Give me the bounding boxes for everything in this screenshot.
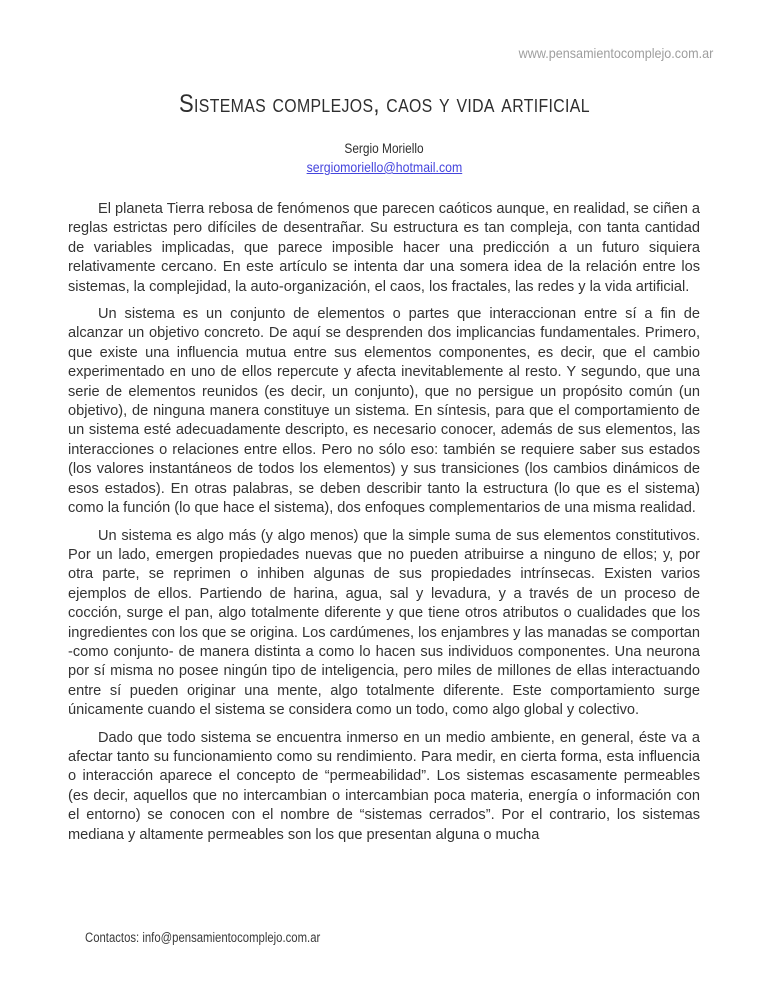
- paragraph-1: El planeta Tierra rebosa de fenómenos que parecen caóticos aunque, en realidad, se ciñen a reglas estrictas pero difíciles de desentrañar. Su estructura es tan compleja, con tanta cantidad de variables implicadas, que parece imposible hacer una predicción a un futuro siquiera relativamente cercano. En este artículo se intenta dar una somera idea de la relación entre los sistemas, la complejidad, la auto-organización, el caos, los fractales, las redes y la vida artificial.: [68, 201, 700, 295]
- article-body: [68, 200, 700, 853]
- paragraph-3: Un sistema es algo más (y algo menos) que la simple suma de sus elementos constitutivos. Por un lado, emergen propiedades nuevas que no pueden atribuirse a ninguno de ellos; y, por otra parte, se reprimen o inhiben algunas de sus propiedades intrínsecas. Existen varios ejemplos de ellos. Partiendo de harina, agua, sal y levadura, y a través de un proceso de cocción, surge el pan, algo totalmente diferente y que tiene otros atributos o cualidades que los ingredientes con los que se origina. Los cardúmenes, los enjambres y las manadas se comportan -como conjunto- de manera distinta a como lo hacen sus individuos componentes. Una neurona por sí misma no posee ningún tipo de inteligencia, pero miles de millones de ellas interactuando entre sí pueden originar una mente, algo totalmente diferente. Este comportamiento surge únicamente cuando el sistema se considera como un todo, como algo global y colectivo.: [68, 527, 700, 719]
- page-title: [0, 90, 768, 119]
- paragraph-2: Un sistema es un conjunto de elementos o partes que interaccionan entre sí a fin de alcanzar un objetivo concreto. De aquí se desprenden dos implicancias fundamentales. Primero, que existe una influencia mutua entre sus elementos componentes, es decir, que el cambio experimentado en uno de ellos repercute y afecta inevitablemente al resto. Y segundo, que una serie de elementos reunidos (es decir, un conjunto), que no persigue un propósito común (un objetivo), de ninguna manera constituye un sistema. En síntesis, para que el comportamiento de un sistema esté adecuadamente descripto, es necesario conocer, además de sus elementos, las interacciones o relaciones entre ellos. Pero no sólo eso: también se requiere saber sus estados (los valores instantáneos de todos los elementos) y sus transiciones (los cambios dinámicos de esos estados). En otras palabras, se deben describir tanto la estructura (lo que es el sistema) como la función (lo que hace el sistema), dos enfoques complementarios de una misma realidad.: [68, 306, 700, 517]
- page-title-text: Sistemas complejos, caos y vida artificial: [178, 90, 590, 118]
- author-email-link[interactable]: sergiomoriello@hotmail.com: [306, 159, 462, 175]
- footer-contacts: [85, 930, 365, 945]
- author-name-text: Sergio Moriello: [344, 141, 424, 156]
- paragraph-4: Dado que todo sistema se encuentra inmerso en un medio ambiente, en general, éste va a afectar tanto su funcionamiento como su rendimiento. Para medir, en cierta forma, esta influencia o interacción aparece el concepto de “permeabilidad”. Los sistemas escasamente permeables (es decir, aquellos que no intercambian o intercambian poca materia, energía o información con el entorno) se conocen con el nombre de “sistemas cerrados”. Por el contrario, los sistemas mediana y altamente permeables son los que presentan alguna o mucha: [68, 729, 700, 843]
- author-name: [0, 141, 768, 156]
- author-email: [0, 159, 768, 175]
- website-url-text: www.pensamientocomplejo.com.ar: [518, 45, 713, 61]
- website-url: [497, 45, 713, 61]
- footer-contacts-text: Contactos: info@pensamientocomplejo.com.ar: [85, 930, 321, 945]
